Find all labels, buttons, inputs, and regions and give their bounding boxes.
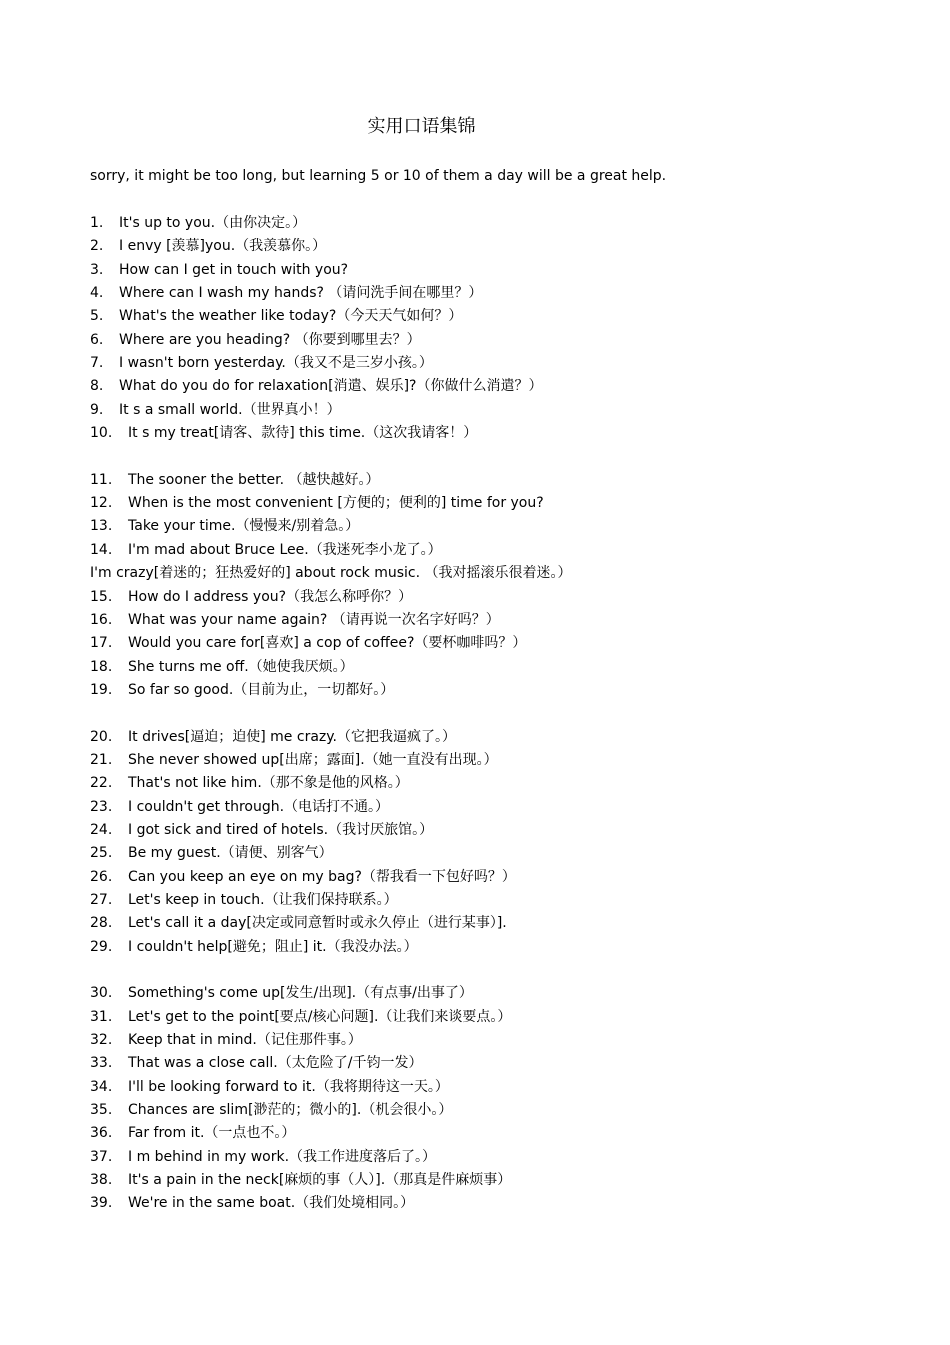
phrase-text: Would you care for[喜欢] a cop of coffee?（要杯咖啡吗？） [128, 635, 527, 652]
phrase-number: 6. [90, 331, 104, 348]
phrase-line [90, 1052, 910, 1075]
phrase-number: 21. [90, 751, 113, 768]
phrase-line [90, 352, 910, 375]
phrase-line [90, 539, 910, 562]
phrase-text: What was your name again? （请再说一次名字好吗？） [128, 611, 500, 628]
phrase-text: I couldn't help[避免；阻止] it.（我没办法。） [128, 938, 418, 955]
phrase-line [90, 235, 910, 258]
phrase-line [90, 796, 910, 819]
phrase-line [90, 1169, 910, 1192]
phrase-line [90, 422, 910, 445]
phrase-line [90, 282, 910, 305]
phrase-line [90, 866, 910, 889]
phrase-number: 25. [90, 845, 113, 862]
phrase-number: 14. [90, 541, 113, 558]
phrase-line [90, 515, 910, 538]
phrase-line [90, 889, 910, 912]
phrase-text: I'm mad about Bruce Lee.（我迷死李小龙了。） [128, 541, 442, 558]
phrase-text: Far from it.（一点也不。） [128, 1125, 296, 1142]
phrase-line [90, 609, 910, 632]
phrase-line [90, 1006, 910, 1029]
phrase-line [90, 726, 910, 749]
phrase-line [90, 399, 910, 422]
phrase-number: 34. [90, 1078, 113, 1095]
phrase-text: I got sick and tired of hotels.（我讨厌旅馆。） [128, 821, 434, 838]
phrase-number: 33. [90, 1055, 113, 1072]
phrase-line [90, 1122, 910, 1145]
phrase-text: I'll be looking forward to it.（我将期待这一天。） [128, 1078, 449, 1095]
phrase-text: Chances are slim[渺茫的；微小的].（机会很小。） [128, 1102, 453, 1119]
phrase-text: Let's call it a day[决定或同意暂时或永久停止（进行某事）]. [128, 915, 507, 932]
phrase-line [90, 819, 910, 842]
phrase-line [90, 936, 910, 959]
phrase-text: I wasn't born yesterday.（我又不是三岁小孩。） [119, 355, 433, 372]
phrase-text: What's the weather like today?（今天天气如何？） [119, 308, 463, 325]
phrase-number: 3. [90, 261, 104, 278]
blank-line [90, 702, 910, 725]
phrase-number: 26. [90, 868, 113, 885]
phrase-line [90, 772, 910, 795]
phrase-line [90, 492, 910, 515]
phrase-line [90, 1076, 910, 1099]
phrase-number: 35. [90, 1102, 113, 1119]
phrase-text: That was a close call.（太危险了/千钧一发） [128, 1055, 423, 1072]
phrase-text: So far so good.（目前为止，一切都好。） [128, 681, 395, 698]
phrase-number: 11. [90, 471, 113, 488]
phrase-line [90, 912, 910, 935]
phrase-text: That's not like him.（那不象是他的风格。） [128, 775, 409, 792]
phrase-number: 29. [90, 938, 113, 955]
phrase-line [90, 982, 910, 1005]
phrase-number: 37. [90, 1148, 113, 1165]
phrase-number: 18. [90, 658, 113, 675]
phrase-text: It s my treat[请客、款待] this time.（这次我请客！） [128, 425, 478, 442]
phrase-line [90, 586, 910, 609]
phrase-text: Something's come up[发生/出现].（有点事/出事了） [128, 985, 473, 1002]
phrase-number: 28. [90, 915, 113, 932]
phrase-text: It s a small world.（世界真小！） [119, 401, 341, 418]
phrase-text: Let's keep in touch.（让我们保持联系。） [128, 891, 398, 908]
phrase-number: 20. [90, 728, 113, 745]
phrase-text: How do I address you?（我怎么称呼你？） [128, 588, 413, 605]
phrase-number: 23. [90, 798, 113, 815]
phrase-number: 7. [90, 355, 104, 372]
phrase-text: When is the most convenient [方便的；便利的] time for you? [128, 495, 544, 512]
phrase-text: Be my guest.（请便、别客气） [128, 845, 333, 862]
phrase-number: 15. [90, 588, 113, 605]
phrase-line [90, 656, 910, 679]
phrase-number: 16. [90, 611, 113, 628]
phrase-number: 39. [90, 1195, 113, 1212]
phrase-number: 4. [90, 285, 104, 302]
phrase-text: Keep that in mind.（记住那件事。） [128, 1032, 362, 1049]
phrase-number: 12. [90, 495, 113, 512]
phrase-text: It's a pain in the neck[麻烦的事（人）].（那真是件麻烦事） [128, 1172, 512, 1189]
phrase-line [90, 632, 910, 655]
phrase-text: It drives[逼迫；迫使] me crazy.（它把我逼疯了。） [128, 728, 456, 745]
phrase-number: 2. [90, 238, 104, 255]
phrase-line [90, 1146, 910, 1169]
phrase-text: Let's get to the point[要点/核心问题].（让我们来谈要点。） [128, 1008, 512, 1025]
phrase-list [90, 212, 910, 1216]
phrase-number: 32. [90, 1032, 113, 1049]
phrase-line [90, 259, 910, 282]
blank-line [90, 959, 910, 982]
phrase-line [90, 329, 910, 352]
phrase-line [90, 1192, 910, 1215]
phrase-number: 31. [90, 1008, 113, 1025]
phrase-text: I'm crazy[着迷的；狂热爱好的] about rock music. （我对摇滚乐很着迷。） [90, 565, 572, 582]
phrase-text: We're in the same boat.（我们处境相同。） [128, 1195, 415, 1212]
phrase-line [90, 469, 910, 492]
phrase-text: I m behind in my work.（我工作进度落后了。） [128, 1148, 437, 1165]
phrase-line [90, 842, 910, 865]
phrase-text: The sooner the better. （越快越好。） [128, 471, 380, 488]
phrase-line [90, 1029, 910, 1052]
phrase-text: It's up to you.（由你决定。） [119, 215, 307, 231]
phrase-text: How can I get in touch with you? [119, 261, 349, 278]
phrase-number: 1. [90, 215, 104, 231]
phrase-number: 8. [90, 378, 104, 395]
phrase-number: 13. [90, 518, 113, 535]
phrase-text: Where can I wash my hands? （请问洗手间在哪里？） [119, 285, 483, 302]
phrase-line [90, 562, 910, 585]
phrase-text: I couldn't get through.（电话打不通。） [128, 798, 390, 815]
phrase-number: 24. [90, 821, 113, 838]
phrase-number: 36. [90, 1125, 113, 1142]
phrase-line [90, 679, 910, 702]
phrase-text: I envy [羡慕]you.（我羡慕你。） [119, 238, 327, 255]
phrase-number: 10. [90, 425, 113, 442]
phrase-text: Take your time.（慢慢来/别着急。） [128, 518, 360, 535]
phrase-number: 27. [90, 891, 113, 908]
blank-line [90, 445, 910, 468]
phrase-text: Can you keep an eye on my bag?（帮我看一下包好吗？） [128, 868, 516, 885]
phrase-number: 30. [90, 985, 113, 1002]
phrase-number: 9. [90, 401, 104, 418]
phrase-text: What do you do for relaxation[消遣、娱乐]?（你做什么消遣？） [119, 378, 543, 395]
phrase-text: She never showed up[出席；露面].（她一直没有出现。） [128, 751, 498, 768]
phrase-number: 19. [90, 681, 113, 698]
phrase-line [90, 1099, 910, 1122]
phrase-line [90, 749, 910, 772]
intro-text: sorry, it might be too long, but learning 5 or 10 of them a day will be a great help. [90, 168, 667, 184]
phrase-number: 5. [90, 308, 104, 325]
phrase-text: Where are you heading? （你要到哪里去？） [119, 331, 421, 348]
phrase-line [90, 212, 910, 235]
document-title: 实用口语集锦 [367, 116, 476, 137]
phrase-number: 17. [90, 635, 113, 652]
phrase-number: 38. [90, 1172, 113, 1189]
phrase-line [90, 305, 910, 328]
phrase-line [90, 375, 910, 398]
phrase-number: 22. [90, 775, 113, 792]
phrase-text: She turns me off.（她使我厌烦。） [128, 658, 354, 675]
